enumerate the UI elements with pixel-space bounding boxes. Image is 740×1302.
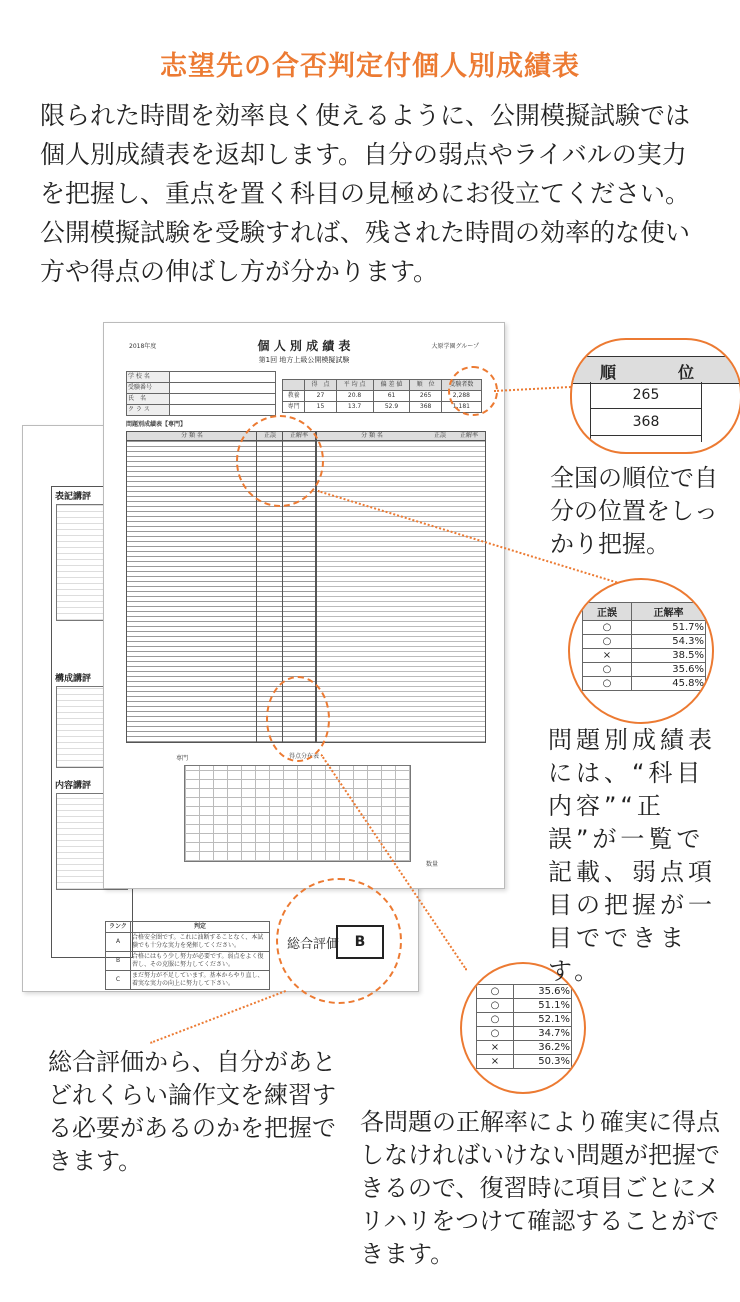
report-year: 2018年度	[129, 343, 157, 350]
score-cell: 13.7	[336, 402, 373, 413]
chart-title: 得点分布表	[288, 753, 319, 760]
rate-mark: ○	[477, 985, 514, 999]
answer-highlight-circle	[236, 415, 324, 507]
rank-zoom-header	[572, 356, 740, 384]
answers-header-correct: 正誤	[583, 603, 632, 621]
score-cell: 52.9	[373, 402, 410, 413]
rank-table	[105, 921, 270, 990]
problem-section-title: 問題別成績表【専門】	[126, 421, 187, 428]
score-cell: 教養	[283, 391, 305, 402]
rate-value: 36.2%	[514, 1041, 572, 1055]
score-header: 受験者数	[441, 380, 481, 391]
score-cell: 専門	[283, 402, 305, 413]
score-cell: 368	[410, 402, 441, 413]
rate-row	[477, 1041, 572, 1055]
col-header-rate: 正解率	[289, 432, 308, 439]
rank-row	[106, 952, 270, 971]
rate-mark: ×	[477, 1055, 514, 1069]
info-label: 氏 名	[127, 394, 170, 405]
answer-row	[583, 663, 706, 677]
score-header: 得 点	[305, 380, 336, 391]
answer-rate: 54.3%	[632, 635, 706, 649]
score-header: 平 均 点	[336, 380, 373, 391]
rate-callout: 各問題の正解率により確実に得点しなければいけない問題が把握できるので、復習時に項目ごとにメリハリをつけて確認することができます。	[360, 1108, 720, 1268]
overall-connector	[150, 990, 286, 1044]
info-label: 受験番号	[127, 383, 170, 394]
rate-value: 34.7%	[514, 1027, 572, 1041]
rank-header-left: 順	[600, 363, 617, 382]
chart-x-label: 数量	[426, 861, 439, 868]
score-cell: 27	[305, 391, 336, 402]
rank-label: C	[106, 971, 131, 990]
section-notation: 表記講評	[55, 492, 92, 502]
rank-text: まだ努力が不足しています。基本からやり直し、着実な実力の向上に努力して下さい。	[131, 971, 270, 990]
rate-mark: ×	[477, 1041, 514, 1055]
score-header: 偏 差 値	[373, 380, 410, 391]
rate-value: 35.6%	[514, 985, 572, 999]
section-structure: 構成講評	[55, 674, 92, 684]
answer-mark: ○	[583, 621, 632, 635]
rank-callout: 全国の順位で自分の位置をしっかり把握。	[550, 464, 718, 558]
rank-zoom-circle	[570, 338, 740, 454]
rank-value: 368	[591, 409, 701, 436]
col-header-category: 分 類 名	[361, 432, 383, 439]
rank-row	[106, 933, 270, 952]
answer-rate: 38.5%	[632, 649, 706, 663]
overall-callout: 総合評価から、自分があとどれくらい論作文を練習する必要があるのかを把握できます。	[48, 1048, 336, 1175]
answer-rate: 45.8%	[632, 677, 706, 691]
score-cell: 20.8	[336, 391, 373, 402]
answer-row	[583, 677, 706, 691]
rate-value: 50.3%	[514, 1055, 572, 1069]
problem-callout: 問題別成績表には、“科目内容”“正誤”が一覧で記載、弱点項目の把握が一目でできます。	[548, 726, 716, 985]
answer-mark: ○	[583, 677, 632, 691]
problem-table-right	[316, 431, 486, 743]
col-header-correct: 正誤	[263, 432, 276, 439]
rank-header: ランク	[106, 922, 131, 933]
score-cell: 2,288	[441, 391, 481, 402]
answer-mark: ○	[583, 635, 632, 649]
answer-mark: ○	[583, 663, 632, 677]
info-label: 学 校 名	[127, 372, 170, 383]
rank-connector	[494, 386, 574, 392]
col-header-rate: 正解率	[459, 432, 478, 439]
score-report-sheet	[103, 322, 505, 889]
overall-evaluation-value: B	[336, 925, 384, 959]
report-org: 大原学園グループ	[431, 343, 479, 350]
rank-header-right: 位	[678, 363, 695, 382]
info-label: ク ラ ス	[127, 405, 170, 416]
answers-zoom-table	[582, 602, 706, 691]
answer-mark: ×	[583, 649, 632, 663]
answer-row	[583, 635, 706, 649]
rate-row	[477, 1013, 572, 1027]
score-cell: 61	[373, 391, 410, 402]
rank-zoom-cells	[590, 382, 702, 442]
rank-highlight-circle	[448, 366, 498, 416]
answer-row	[583, 649, 706, 663]
student-info-table	[126, 371, 276, 416]
answers-zoom-circle	[568, 578, 714, 724]
rank-label: B	[106, 952, 131, 971]
score-cell: 15	[305, 402, 336, 413]
rank-text: 合格にはもう少し努力が必要です。弱点をよく復習し、その克服に努力してください。	[131, 952, 270, 971]
col-header-category: 分 類 名	[181, 432, 203, 439]
chart-axis-label: 専門	[176, 755, 189, 762]
score-cell: 265	[410, 391, 441, 402]
rate-row	[477, 1027, 572, 1041]
judgement-header: 判定	[131, 922, 270, 933]
col-header-correct: 正誤	[433, 432, 446, 439]
intro-paragraph: 限られた時間を効率良く使えるように、公開模擬試験では個人別成績表を返却します。自分の弱点やライバルの実力を把握し、重点を置く科目の見極めにお役立てください。公開模擬試験を受験すれば、残された時間の効率的な使い方や得点の伸ばし方が分かります。	[40, 101, 691, 286]
distribution-chart-grid	[184, 765, 411, 862]
rank-value: 265	[591, 382, 701, 409]
rate-mark: ○	[477, 999, 514, 1013]
overall-highlight-circle	[276, 878, 402, 1004]
report-heading: 個 人 別 成 績 表	[257, 339, 351, 353]
answers-header-rate: 正解率	[632, 603, 706, 621]
rate-row	[477, 999, 572, 1013]
rates-zoom-table	[476, 984, 572, 1069]
rate-value: 51.1%	[514, 999, 572, 1013]
report-exam-name: 第1回 地方上級公開模擬試験	[258, 356, 350, 364]
rate-row	[477, 1055, 572, 1069]
answer-rate: 35.6%	[632, 663, 706, 677]
section-content: 内容講評	[55, 781, 92, 791]
rank-text: 合格安全圏です。これに油断することなく、本試験でも十分な実力を発揮してください。	[131, 933, 270, 952]
rate-value: 52.1%	[514, 1013, 572, 1027]
rate-mark: ○	[477, 1027, 514, 1041]
rate-mark: ○	[477, 1013, 514, 1027]
rank-row	[106, 971, 270, 990]
answer-row	[583, 621, 706, 635]
rank-label: A	[106, 933, 131, 952]
score-header: 順 位	[410, 380, 441, 391]
overall-evaluation-label: 総合評価	[287, 937, 340, 952]
score-cell: 1,181	[441, 402, 481, 413]
answer-rate: 51.7%	[632, 621, 706, 635]
rate-highlight-circle	[266, 676, 330, 762]
page-title: 志望先の合否判定付個人別成績表	[160, 51, 580, 82]
